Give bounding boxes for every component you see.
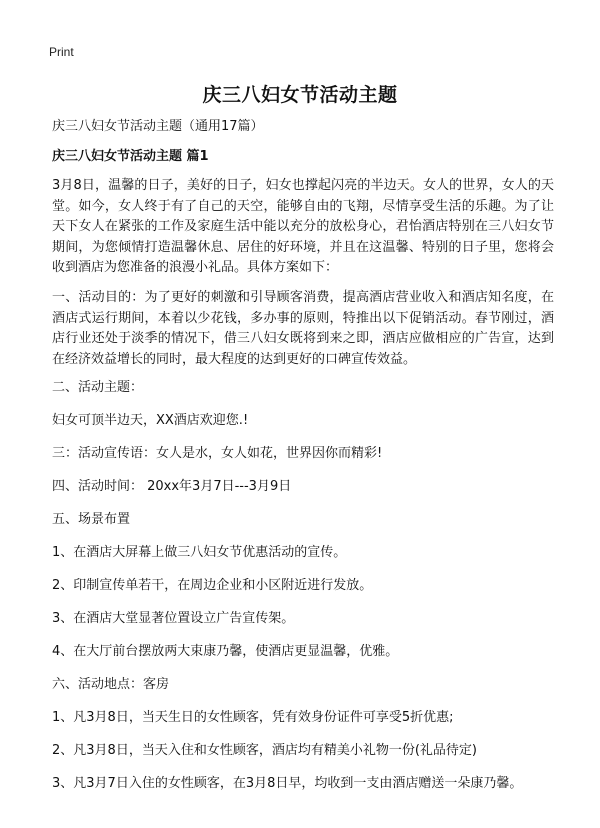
- layout-item: 4、在大厅前台摆放两大束康乃馨，使酒店更显温馨，优雅。: [52, 644, 399, 660]
- layout-item: 2、印制宣传单若干，在周边企业和小区附近进行发放。: [52, 578, 373, 594]
- slogan-line: 三：活动宣传语：女人是水，女人如花，世界因你而精彩!: [52, 446, 383, 462]
- time-line: 四、活动时间： 20xx年3月7日---3月9日: [52, 479, 292, 495]
- document-title: 庆三八妇女节活动主题: [202, 84, 398, 106]
- offer-item: 3、凡3月7日入住的女性顾客，在3月8日早，均收到一支由酒店赠送一朵康乃馨。: [52, 776, 523, 792]
- offer-item: 1、凡3月8日，当天生日的女性顾客，凭有效身份证件可享受5折优惠;: [52, 710, 454, 726]
- offer-item: 2、凡3月8日，当天入住和女性顾客，酒店均有精美小礼物一份(礼品待定): [52, 743, 477, 759]
- layout-item: 1、在酒店大屏幕上做三八妇女节优惠活动的宣传。: [52, 545, 347, 561]
- purpose-paragraph: 一、活动目的：为了更好的刺激和引导顾客消费，提高酒店营业收入和酒店知名度，在酒店式运行期间，本着以少花钱，多办事的原则，特推出以下促销活动。春节刚过，酒店行业还处于淡季的情况下，借三八妇女既将到来之即，酒店应做相应的广告宣，达到在经济效益增长的同时，最大程度的达到更好的口碑宣传效益。: [52, 289, 554, 367]
- section-heading: 庆三八妇女节活动主题 篇1: [52, 149, 209, 164]
- print-label[interactable]: Print: [49, 45, 74, 59]
- document-body: [52, 118, 554, 808]
- document-subtitle: 庆三八妇女节活动主题（通用17篇）: [52, 119, 264, 134]
- theme-heading: 二、活动主题：: [52, 380, 144, 396]
- layout-heading: 五、场景布置: [52, 512, 131, 528]
- intro-paragraph: 3月8日，温馨的日子，美好的日子，妇女也撑起闪亮的半边天。女人的世界，女人的天堂。如今，女人终于有了自己的天空，能够自由的飞翔，尽情享受生活的乐趣。为了让天下女人在紧张的工作及家庭生活中能以充分的放松身心，君怡酒店特别在三八妇女节期间，为您倾情打造温馨休息、居住的好环境，并且在这温馨、特别的日子里，您将会收到酒店为您准备的浪漫小礼品。具体方案如下：: [52, 178, 554, 276]
- theme-text: 妇女可顶半边天，XX酒店欢迎您.!: [52, 413, 249, 429]
- layout-item: 3、在酒店大堂显著位置设立广告宣传架。: [52, 611, 295, 627]
- location-heading: 六、活动地点：客房: [52, 677, 170, 693]
